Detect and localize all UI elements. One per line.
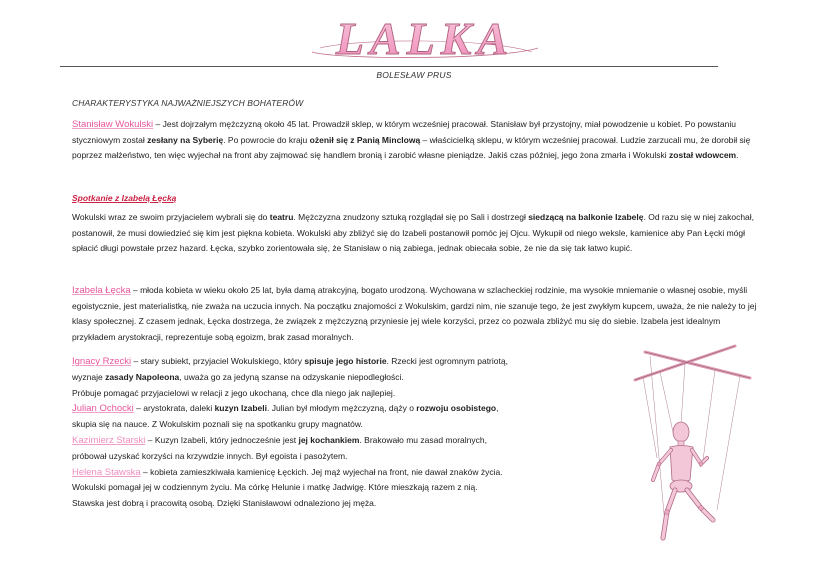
starski-line-2: próbował uzyskać korzyści na krzywdzie innych. Był egoista i pasożytem.	[72, 450, 348, 461]
ochocki-line-2: skupia się na nauce. Z Wokulskim poznali się na spotkanku grupy magnatów.	[72, 419, 363, 430]
author: BOLESŁAW PRUS	[376, 70, 452, 80]
character-name: Stanisław Wokulski	[72, 119, 154, 130]
wokulski-paragraph: Stanisław Wokulski – Jest dojrzałym mężczyzną około 45 lat. Prowadził sklep, w którym wcześniej pracował. Stanisław był przystojny, miał powodzenie u kobiet. Po powstaniu styczniowym został zesłany na Syberię. Po powrocie do kraju ożenił się z Panią Minclową – właścicielką sklepu, w którym wcześniej pracował. Ludzie zarzucali mu, że dorobił się poprzez małżeństwo, ten więc wyjechał na front aby zajmować się handlem bronią i zarobić własne pieniądze. Jakiś czas później, jego żona zmarła i Wokulski został wdowcem.	[72, 119, 751, 161]
title-block	[0, 8, 828, 68]
character-name: Kazimierz Starski	[72, 434, 146, 446]
character-name: Julian Ochocki	[72, 403, 134, 415]
stawska-line-1: Helena Stawska – kobieta zamieszkiwała kamienicę Łęckich. Jej mąż wyjechał na front, nie dawał znaków życia.	[72, 466, 503, 478]
ochocki-line-1: Julian Ochocki – arystokrata, daleki kuzyn Izabeli. Julian był młodym mężczyzną, dąży o rozwoju osobistego,	[72, 403, 499, 415]
stawska-line-2: Wokulski pomagał jej w codziennym życiu. Ma córkę Helunie i matkę Jadwigę. Które mieszkają razem z nią.	[72, 482, 478, 493]
meeting-subtitle: Spotkanie z Izabelą Łęcką	[72, 193, 177, 203]
minor-characters	[72, 354, 592, 512]
meeting-paragraph: Wokulski wraz ze swoim przyjacielem wybrali się do teatru. Mężczyzna znudzony sztuką rozglądał się po Sali i dostrzegł siedzącą na balkonie Izabelę. Od razu się w niej zakochał, postanowił, że musi dowiedzieć się kim jest piękna kobieta. Wokulski aby zbliżyć się do Izabeli postanowił pomóc jej Ojcu. Wykupił od niego weksle, kamienice aby Pan Łęcki mógł spłacić długi powstałe przez hazard. Łęcka, szybko zorientowała się, że Stanisław o nią zabiega, jednak obiecała sobie, że nie da się tak łatwo kupić.	[72, 212, 755, 254]
title-text: LALKA	[335, 13, 515, 64]
starski-line-1: Kazimierz Starski – Kuzyn Izabeli, który jednocześnie jest jej kochankiem. Brakowało mu zasad moralnych,	[72, 434, 487, 446]
title-logo	[300, 8, 550, 68]
character-name: Ignacy Rzecki	[72, 356, 132, 367]
marionette-illustration	[615, 340, 765, 555]
rzecki-line-1: Ignacy Rzecki – stary subiekt, przyjaciel Wokulskiego, który spisuje jego historie. Rzecki jest ogromnym patriotą,	[72, 356, 508, 367]
rzecki-line-2: wyznaje zasady Napoleona, uważa go za jedyną szanse na odzyskanie niepodległości.	[72, 371, 404, 382]
section-title: CHARAKTERYSTYKA NAJWAŻNIEJSZYCH BOHATERÓW	[72, 98, 304, 108]
character-name: Izabela Łęcka	[72, 285, 131, 296]
character-name: Helena Stawska	[72, 466, 141, 478]
header-rule	[60, 66, 718, 67]
izabela-paragraph: Izabela Łęcka – młoda kobieta w wieku około 25 lat, była damą atrakcyjną, bogato urodzoną. Wychowana w szlacheckiej rodzinie, ma wysokie mniemanie o własnej osobie, myśli egoistycznie, jest materialistką, nie zważa na uczucia innych. Na początku znajomości z Wokulskim, gardzi nim, nie szanuje tego, że jest zwykłym kupcem, uważa, że nie należy to jej klasy społecznej. Z czasem jednak, Łęcka dostrzega, że związek z mężczyzną przyniesie jej wiele korzyści, przez co pozwala zbliżyć mu się do siebie. Izabela jest idealnym przykładem arystokracji, reprezentuje sobą egoizm, brak zasad moralnych.	[72, 285, 757, 342]
stawska-line-3: Stawska jest dobrą i pracowitą osobą. Dzięki Stanisławowi odnaleziono jej męża.	[72, 498, 377, 509]
rzecki-line-3: Próbuje pomagać przyjacielowi w relacji z jego ukochaną, chce dla niego jak najlepiej.	[72, 387, 396, 398]
